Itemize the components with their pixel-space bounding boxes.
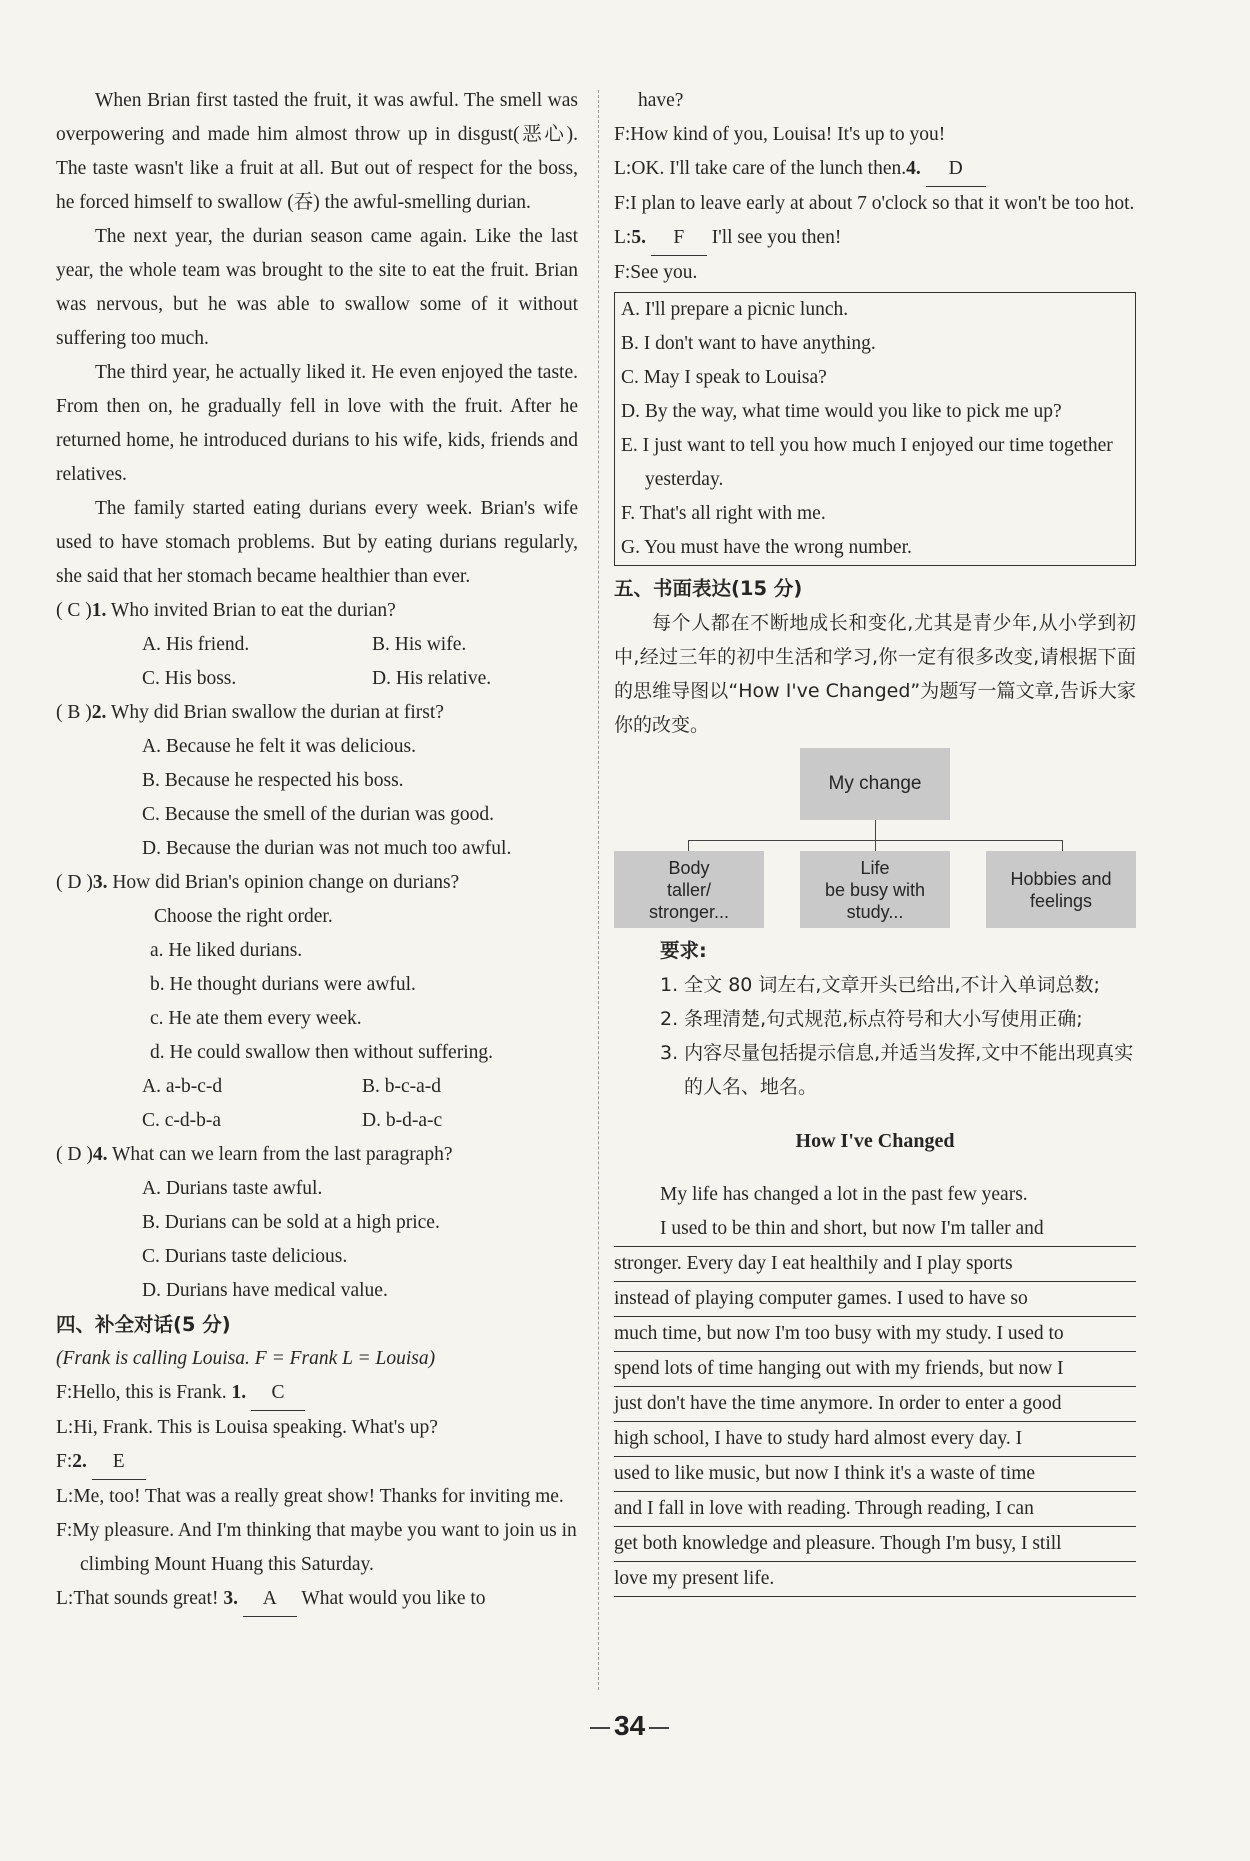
essay-line: high school, I have to study hard almost every day. I	[614, 1422, 1136, 1457]
q1-option-d: D. His relative.	[372, 668, 492, 689]
passage-paragraph-3: The third year, he actually liked it. He even enjoyed the taste. From then on, he gradually fell in love with the fruit. After he returned home, he introduced durians to his wife, kids, friends and relatives.	[56, 362, 578, 485]
question-4: ( D )4. What can we learn from the last paragraph? A. Durians taste awful. B. Durians can be sold at a high price. C. Durians taste delicious. D. Durians have medical value.	[56, 1138, 578, 1308]
dialog-line-6-cont: have?	[638, 90, 684, 111]
box-option-e: E. I just want to tell you how much I enjoyed our time together yesterday.	[621, 435, 1113, 490]
q1-option-c: C. His boss.	[142, 668, 237, 689]
essay-first-line: My life has changed a lot in the past few years.	[660, 1184, 1028, 1205]
essay-line: instead of playing computer games. I used to have so	[614, 1282, 1136, 1317]
q2-option-c: C. Because the smell of the durian was good.	[142, 804, 494, 825]
essay-line: stronger. Every day I eat healthily and I play sports	[614, 1247, 1136, 1282]
dialog-line-3: F:2. E	[56, 1445, 578, 1480]
answer-1: C	[67, 600, 81, 621]
box-option-d: D. By the way, what time would you like to pick me up?	[621, 401, 1062, 422]
q1-option-b: B. His wife.	[372, 634, 467, 655]
blank-2: E	[92, 1445, 146, 1480]
essay-line: love my present life.	[614, 1562, 1136, 1597]
essay-line: used to like music, but now I think it's a waste of time	[614, 1457, 1136, 1492]
question-1: ( C )1. Who invited Brian to eat the durian? A. His friend. B. His wife. C. His boss. D. His relative.	[56, 594, 578, 696]
blank-4: D	[926, 152, 986, 187]
q4-option-d: D. Durians have medical value.	[142, 1280, 388, 1301]
dialog-line-9: F:I plan to leave early at about 7 o'clock so that it won't be too hot.	[614, 193, 1135, 214]
right-column	[614, 84, 1136, 1597]
column-divider	[598, 90, 599, 1690]
essay-line: much time, but now I'm too busy with my study. I used to	[614, 1317, 1136, 1352]
section-5-heading: 五、书面表达(15 分)	[614, 577, 803, 600]
dialog-line-2: L:Hi, Frank. This is Louisa speaking. What's up?	[56, 1417, 438, 1438]
essay-title: How I've Changed	[795, 1130, 955, 1152]
box-option-b: B. I don't want to have anything.	[621, 333, 876, 354]
mind-map-life: Life be busy with study...	[800, 851, 950, 928]
q4-option-c: C. Durians taste delicious.	[142, 1246, 348, 1267]
box-option-a: A. I'll prepare a picnic lunch.	[621, 299, 849, 320]
box-option-g: G. You must have the wrong number.	[621, 537, 912, 558]
q3-item-a: a. He liked durians.	[150, 940, 303, 961]
q3-option-a: A. a-b-c-d	[142, 1076, 223, 1097]
answer-4: D	[67, 1144, 82, 1165]
dialog-line-11: F:See you.	[614, 262, 698, 283]
q1-option-a: A. His friend.	[142, 634, 250, 655]
q3-option-d: D. b-d-a-c	[362, 1110, 443, 1131]
q3-item-d: d. He could swallow then without suffering.	[150, 1042, 494, 1063]
question-2: ( B )2. Why did Brian swallow the durian at first? A. Because he felt it was delicious. B. Because he respected his boss. C. Because the smell of the durian was good. D. Because the durian was not much too awful.	[56, 696, 578, 866]
requirements-title: 要求:	[660, 939, 707, 962]
q2-option-b: B. Because he respected his boss.	[142, 770, 404, 791]
dialog-line-10: L:5. F I'll see you then!	[614, 221, 1136, 256]
writing-prompt: 每个人都在不断地成长和变化,尤其是青少年,从小学到初中,经过三年的初中生活和学习,你一定有很多改变,请根据下面的思维导图以“How I've Changed”为题写一篇文章,告诉大家你的改变。	[614, 612, 1136, 736]
mind-map-body: Body taller/ stronger...	[614, 851, 764, 928]
blank-3: A	[243, 1582, 297, 1617]
dialog-line-1: F:Hello, this is Frank. 1. C	[56, 1376, 578, 1411]
q4-option-a: A. Durians taste awful.	[142, 1178, 323, 1199]
box-option-f: F. That's all right with me.	[621, 503, 826, 524]
q2-option-d: D. Because the durian was not much too awful.	[142, 838, 512, 859]
essay-body	[614, 1212, 1136, 1597]
dialog-line-7: F:How kind of you, Louisa! It's up to you!	[614, 124, 946, 145]
passage-paragraph-1: When Brian first tasted the fruit, it was awful. The smell was overpowering and made him almost throw up in disgust(恶心). The taste wasn't like a fruit at all. But out of respect for the boss, he forced himself to swallow (吞) the awful-smelling durian.	[56, 90, 578, 213]
page-number: 34	[586, 1710, 673, 1742]
dialog-line-5: F:My pleasure. And I'm thinking that maybe you want to join us in climbing Mount Huang this Saturday.	[56, 1520, 577, 1575]
mind-map-hobbies: Hobbies and feelings	[986, 851, 1136, 928]
essay-line: spend lots of time hanging out with my friends, but now I	[614, 1352, 1136, 1387]
section-4-heading: 四、补全对话(5 分)	[56, 1313, 231, 1336]
requirement-3: 3. 内容尽量包括提示信息,并适当发挥,文中不能出现真实的人名、地名。	[660, 1042, 1134, 1098]
dialog-line-6: L:That sounds great! 3. A What would you like to	[56, 1582, 578, 1617]
q2-option-a: A. Because he felt it was delicious.	[142, 736, 416, 757]
dialog-line-4: L:Me, too! That was a really great show! Thanks for inviting me.	[56, 1486, 564, 1507]
dialog-line-8: L:OK. I'll take care of the lunch then.4. D	[614, 152, 1136, 187]
requirement-2: 2. 条理清楚,句式规范,标点符号和大小写使用正确;	[660, 1008, 1083, 1030]
mind-map-root: My change	[800, 748, 950, 820]
dialog-intro: (Frank is calling Louisa. F = Frank L = Louisa)	[56, 1348, 436, 1369]
q3-item-c: c. He ate them every week.	[150, 1008, 362, 1029]
options-box	[614, 292, 1136, 566]
q3-option-c: C. c-d-b-a	[142, 1110, 222, 1131]
blank-5: F	[651, 221, 707, 256]
q3-option-b: B. b-c-a-d	[362, 1076, 442, 1097]
requirement-1: 1. 全文 80 词左右,文章开头已给出,不计入单词总数;	[660, 974, 1100, 996]
essay-line: get both knowledge and pleasure. Though I'm busy, I still	[614, 1527, 1136, 1562]
box-option-c: C. May I speak to Louisa?	[621, 367, 827, 388]
left-column	[56, 84, 578, 1617]
question-3: ( D )3. How did Brian's opinion change on durians? Choose the right order. a. He liked durians. b. He thought durians were awful. c. He ate them every week. d. He could swallow then without suffering. A. a-b-c-d B. b-c-a-d C. c-d-b-a D. b-d-a-c	[56, 866, 578, 1138]
passage-paragraph-4: The family started eating durians every week. Brian's wife used to have stomach problems. But by eating durians regularly, she said that her stomach became healthier than ever.	[56, 498, 578, 587]
essay-line: just don't have the time anymore. In order to enter a good	[614, 1387, 1136, 1422]
essay-line: I used to be thin and short, but now I'm taller and	[614, 1212, 1136, 1247]
passage-paragraph-2: The next year, the durian season came again. Like the last year, the whole team was brought to the site to eat the fruit. Brian was nervous, but he was able to swallow some of it without suffering too much.	[56, 226, 578, 349]
essay-line: and I fall in love with reading. Through reading, I can	[614, 1492, 1136, 1527]
mind-map	[614, 748, 1136, 928]
answer-2: B	[67, 702, 81, 723]
q3-stem-2: Choose the right order.	[154, 906, 333, 927]
blank-1: C	[251, 1376, 305, 1411]
answer-3: D	[67, 872, 82, 893]
q4-option-b: B. Durians can be sold at a high price.	[142, 1212, 440, 1233]
q3-item-b: b. He thought durians were awful.	[150, 974, 416, 995]
